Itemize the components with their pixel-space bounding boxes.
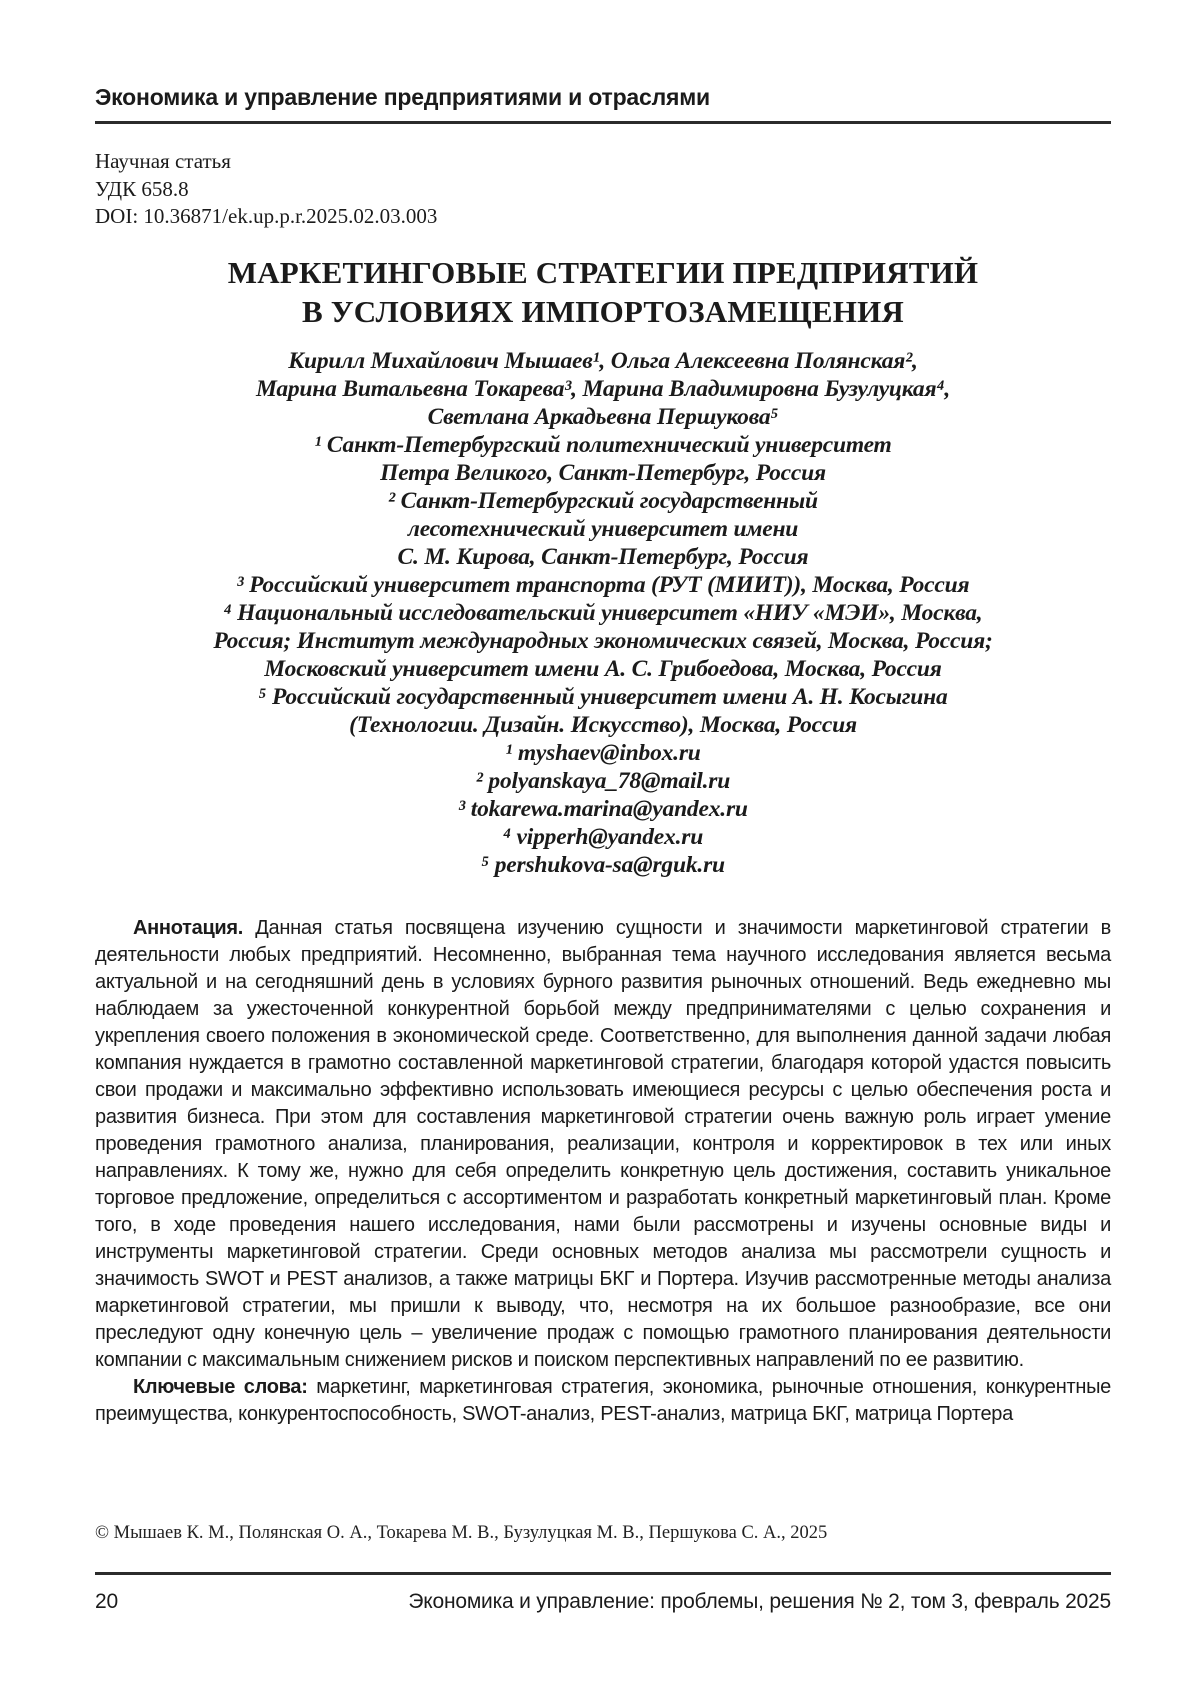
affiliation-line: С. М. Кирова, Санкт-Петербург, Россия <box>397 543 809 570</box>
keywords-label: Ключевые слова: <box>133 1375 308 1398</box>
keywords-text: маркетинг, маркетинговая стратегия, экономика, рыночные отношения, конкурентные преимущества, конкурентоспособность, SWOT-анализ, PEST-анализ, матрица БКГ, матрица Портера <box>95 1375 1112 1425</box>
author-email: ³ tokarewa.marina@yandex.ru <box>458 795 748 822</box>
footer-rule <box>95 1572 1111 1575</box>
affiliation-line: Петра Великого, Санкт-Петербург, Россия <box>380 459 826 486</box>
article-title-line1: МАРКЕТИНГОВЫЕ СТРАТЕГИИ ПРЕДПРИЯТИЙ <box>227 254 979 290</box>
abstract-text: Данная статья посвящена изучению сущности и значимости маркетинговой стратегии в деятельности любых предприятий. Несомненно, выбранная тема научного исследования является весьма актуальной и на сегодняшний день в условиях бурного развития рыночных отношений. Ведь ежедневно мы наблюдаем за ужесточенной конкурентной борьбой между предпринимателями с целью сохранения и укрепления своего положения в экономической среде. Соответственно, для выполнения данной задачи любая компания нуждается в грамотно составленной маркетинговой стратегии, благодаря которой удастся повысить свои продажи и максимально эффективно использовать имеющиеся ресурсы с целью обеспечения роста и развития бизнеса. При этом для составления маркетинговой стратегии очень важную роль играет умение проведения грамотного анализа, планирования, реализации, контроля и корректировок в тех или иных направлениях. К тому же, нужно для себя определить конкретную цель достижения, составить уникальное торговое предложение, определиться с ассортиментом и разработать конкретный маркетинговый план. Кроме того, в ходе проведения нашего исследования, нами были рассмотрены и изучены основные виды и инструменты маркетинговой стратегии. Среди основных методов анализа мы рассмотрели сущность и значимость SWOT и PEST анализов, а также матрицы БКГ и Портера. Изучив рассмотренные методы анализа маркетинговой стратегии, мы пришли к выводу, что, несмотря на их большое разнообразие, все они преследуют одну конечную цель – увеличение продаж с помощью грамотного планирования деятельности компании с максимальным снижением рисков и поиском перспективных направлений по ее развитию. <box>95 916 1111 1371</box>
affiliation-line: ³ Российский университет транспорта (РУТ (МИИТ)), Москва, Россия <box>236 571 970 598</box>
header-rule <box>95 121 1111 124</box>
authors-block <box>95 347 1111 879</box>
copyright-line: © Мышаев К. М., Полянская О. А., Токарева М. В., Бузулуцкая М. В., Першукова С. А., 2025 <box>95 1523 828 1543</box>
affiliation-line: ⁵ Российский государственный университет имени А. Н. Косыгина <box>258 683 948 710</box>
keywords-paragraph <box>95 1374 1111 1428</box>
page-footer <box>95 1590 1111 1614</box>
author-names-line: Светлана Аркадьевна Першукова⁵ <box>427 403 779 430</box>
article-title <box>95 253 1111 331</box>
article-title-line2: В УСЛОВИЯХ ИМПОРТОЗАМЕЩЕНИЯ <box>301 293 905 329</box>
doi: DOI: 10.36871/ek.up.p.r.2025.02.03.003 <box>95 204 438 228</box>
author-names-line: Кирилл Михайлович Мышаев¹, Ольга Алексеевна Полянская², <box>288 347 918 374</box>
affiliation-line: Россия; Институт международных экономических связей, Москва, Россия; <box>213 627 993 654</box>
author-names-line: Марина Витальевна Токарева³, Марина Владимировна Бузулуцкая⁴, <box>255 375 951 402</box>
article-meta <box>95 148 1111 231</box>
abstract-label: Аннотация. <box>133 916 244 939</box>
page-number: 20 <box>95 1590 118 1613</box>
author-email: ¹ myshaev@inbox.ru <box>505 739 701 766</box>
journal-info: Экономика и управление: проблемы, решения № 2, том 3, февраль 2025 <box>408 1590 1111 1613</box>
author-email: ⁴ vipperh@yandex.ru <box>502 823 704 850</box>
section-running-head: Экономика и управление предприятиями и отраслями <box>95 84 710 110</box>
author-email: ⁵ pershukova-sa@rguk.ru <box>481 851 725 878</box>
author-email: ² polyanskaya_78@mail.ru <box>475 767 731 794</box>
affiliation-line: ² Санкт-Петербургский государственный <box>388 487 818 514</box>
article-type: Научная статья <box>95 149 231 173</box>
affiliation-line: ¹ Санкт-Петербургский политехнический университет <box>314 431 892 458</box>
affiliation-line: (Технологии. Дизайн. Искусство), Москва, Россия <box>349 711 857 738</box>
udc-code: УДК 658.8 <box>95 176 189 201</box>
affiliation-line: ⁴ Национальный исследовательский университет «НИУ «МЭИ», Москва, <box>223 599 983 626</box>
affiliation-line: Московский университет имени А. С. Грибоедова, Москва, Россия <box>264 655 942 682</box>
affiliation-line: лесотехнический университет имени <box>407 515 799 542</box>
abstract-paragraph <box>95 915 1111 1374</box>
